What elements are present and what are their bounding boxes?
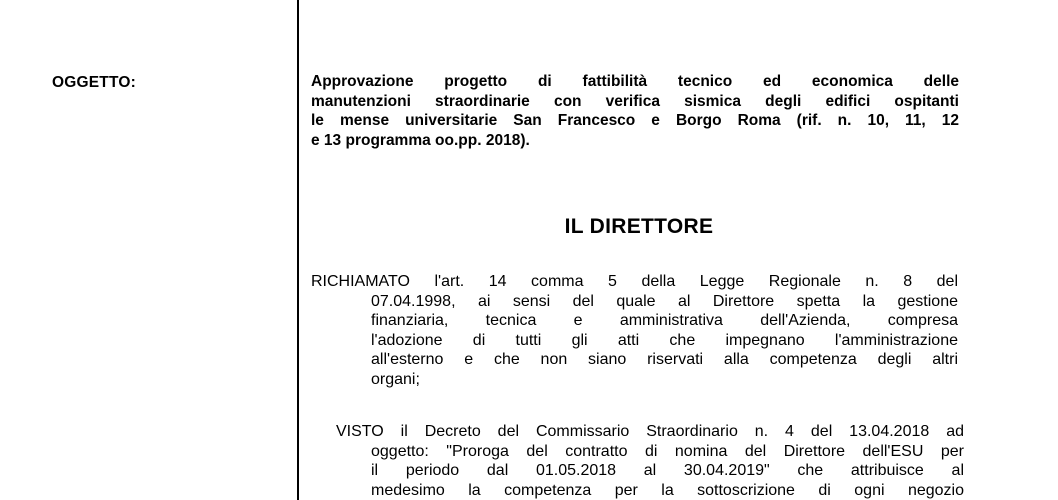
paragraph-line: RICHIAMATO l'art. 14 comma 5 della Legge Regionale n. 8 del xyxy=(311,273,958,290)
paragraph-line: VISTO il Decreto del Commissario Straordinario n. 4 del 13.04.2018 ad xyxy=(336,423,964,440)
visto-paragraph xyxy=(336,422,964,500)
paragraph-line: organi; xyxy=(371,370,420,388)
subject-line: e 13 programma oo.pp. 2018). xyxy=(311,131,530,149)
paragraph-line: oggetto: "Proroga del contratto di nomina del Direttore dell'ESU per xyxy=(371,442,964,460)
column-divider xyxy=(297,0,299,500)
subject-line: Approvazione progetto di fattibilità tecnico ed economica delle xyxy=(311,73,959,90)
paragraph-line: 07.04.1998, ai sensi del quale al Direttore spetta la gestione xyxy=(371,292,958,310)
paragraph-line: medesimo la competenza per la sottoscrizione di ogni negozio xyxy=(371,481,964,499)
richiamato-paragraph xyxy=(311,272,958,390)
paragraph-line: all'esterno e che non siano riservati alla competenza degli altri xyxy=(371,351,958,369)
paragraph-line: il periodo dal 01.05.2018 al 30.04.2019" che attribuisce al xyxy=(371,462,964,480)
subject-line: le mense universitarie San Francesco e Borgo Roma (rif. n. 10, 11, 12 xyxy=(311,112,959,129)
subject-line: manutenzioni straordinarie con verifica sismica degli edifici ospitanti xyxy=(311,92,959,110)
paragraph-line: finanziaria, tecnica e amministrativa dell'Azienda, compresa xyxy=(371,312,958,330)
subject-text xyxy=(311,72,959,150)
section-heading: IL DIRETTORE xyxy=(564,215,714,238)
paragraph-line: l'adozione di tutti gli atti che impegnano l'amministrazione xyxy=(371,331,958,349)
subject-label: OGGETTO: xyxy=(52,74,136,91)
